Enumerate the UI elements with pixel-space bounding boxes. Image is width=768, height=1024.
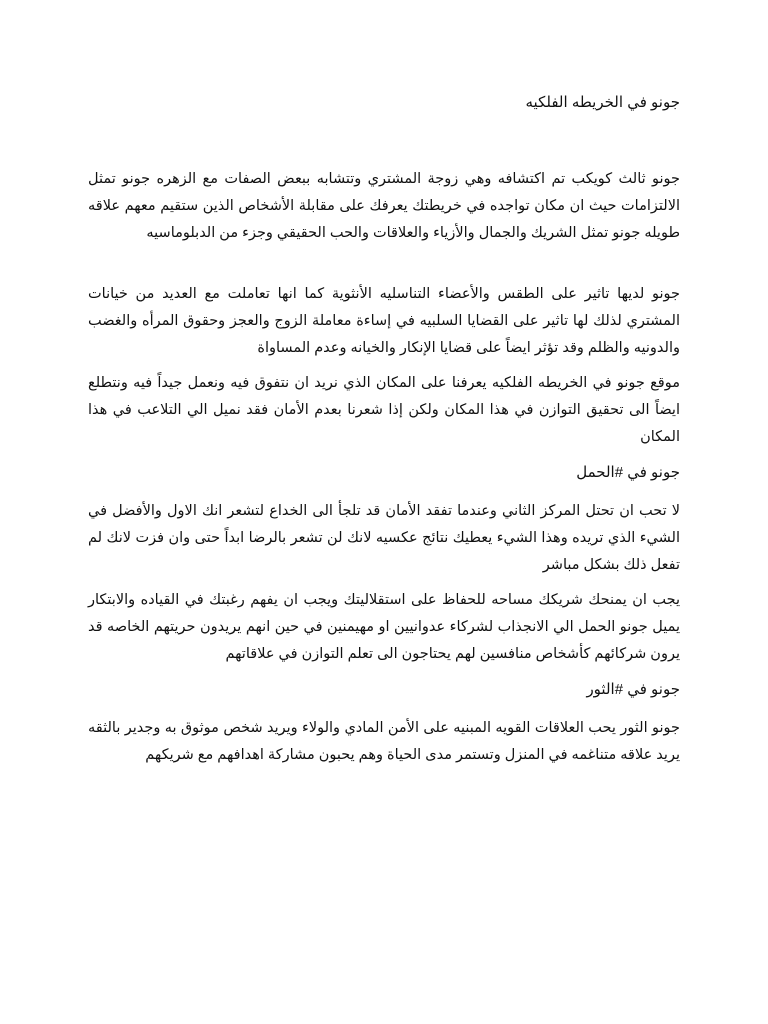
paragraph-aries-2: يجب ان يمنحك شريكك مساحه للحفاظ على استقلاليتك ويجب ان يفهم رغبتك في القياده والابتكار يميل جونو الحمل الي الانجذاب لشركاء عدوانيين او مهيمنين في حين انهم يريدون حريتهم الخاصه قد يرون شركائهم كأشخاص منافسين لهم يحتاجون الى تعلم التوازن في علاقاتهم [88, 592, 680, 662]
document-title: جونو في الخريطه الفلكيه [525, 94, 680, 111]
paragraph-aries-1: لا تحب ان تحتل المركز الثاني وعندما تفقد الأمان قد تلجأ الى الخداع لتشعر انك الاول والأفضل في الشيء الذي تريده وهذا الشيء يعطيك نتائج عكسيه لانك لن تشعر بالرضا ابداً حتى وان فزت لانك لم تفعل ذلك بشكل مباشر [88, 503, 680, 573]
paragraph-juno-intro: جونو ثالث كويكب تم اكتشافه وهي زوجة المشتري وتتشابه ببعض الصفات مع الزهره جونو تمثل الالتزامات حيث ان مكان تواجده في خريطتك يعرفك على مقابلة الأشخاص الذين ستقيم معهم علاقه طويله جونو تمثل الشريك والجمال والأزياء والعلاقات والحب الحقيقي وجزء من الدبلوماسيه [88, 171, 680, 241]
paragraph-juno-influence: جونو لديها تاثير على الطقس والأعضاء التناسليه الأنثوية كما انها تعاملت مع العديد من خيانات المشتري لذلك لها تاثير على القضايا السلبيه في إساءة معاملة الزوج والعجز وحقوق المرأه والغضب والدونيه والظلم وقد تؤثر ايضاً على قضايا الإنكار والخيانه وعدم المساواة [88, 286, 680, 356]
paragraph-taurus: جونو الثور يحب العلاقات القويه المبنيه على الأمن المادي والولاء ويريد شخص موثوق به وجدير بالثقه يريد علاقه متناغمه في المنزل وتستمر مدى الحياة وهم يحبون مشاركة اهدافهم مع شريكهم [88, 720, 680, 763]
paragraph-juno-position: موقع جونو في الخريطه الفلكيه يعرفنا على المكان الذي نريد ان نتفوق فيه ونعمل جيداً فيه ونتطلع ايضاً الى تحقيق التوازن في هذا المكان ولكن إذا شعرنا بعدم الأمان فقد نميل الي التلاعب في هذا المكان [88, 375, 680, 445]
heading-juno-taurus: جونو في #الثور [586, 681, 680, 698]
heading-juno-aries: جونو في #الحمل [576, 464, 680, 481]
document-body [88, 90, 680, 769]
